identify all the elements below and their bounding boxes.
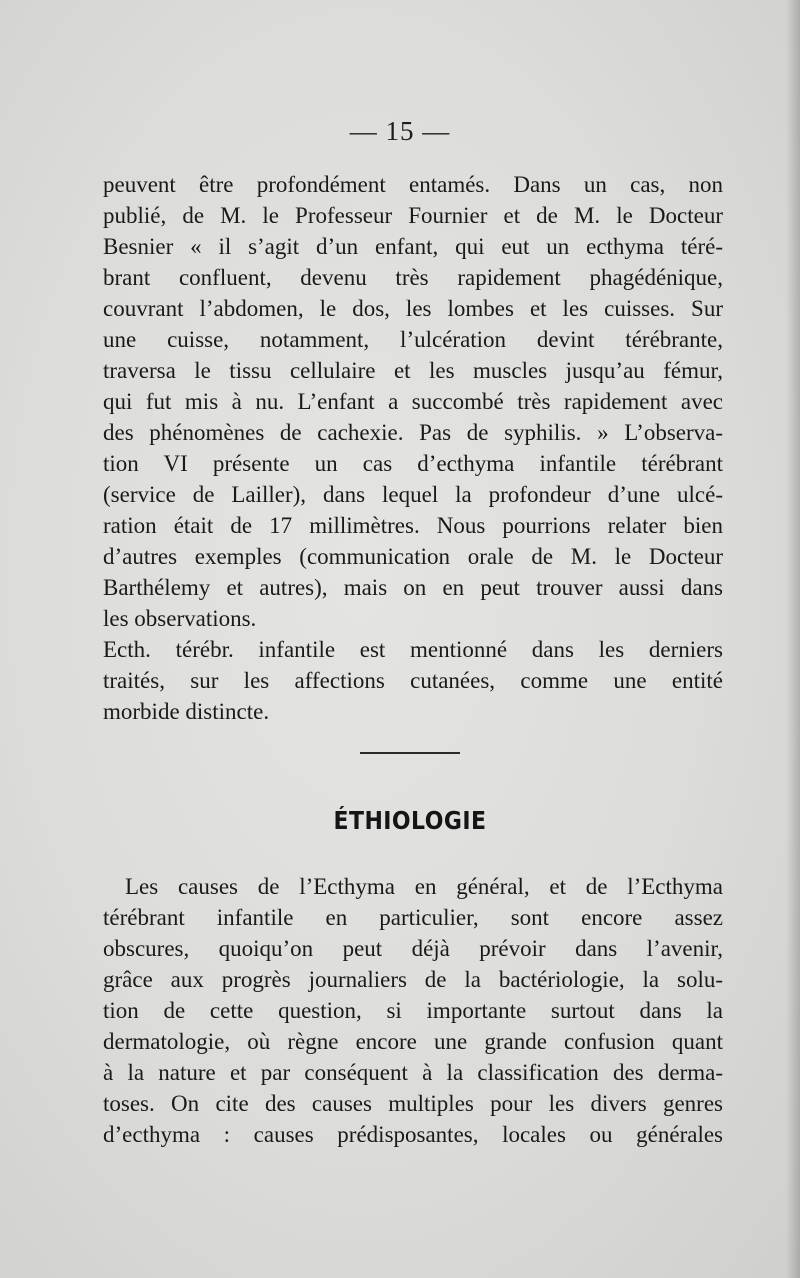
- text-line: traités, sur les affections cutanées, comme une entité: [103, 668, 723, 693]
- text-line: qui fut mis à nu. L’enfant a succombé très rapidement avec: [103, 389, 723, 414]
- text-line: dermatologie, où règne encore une grande confusion quant: [103, 1029, 723, 1054]
- section-divider: [360, 752, 460, 754]
- text-line: les observations.: [103, 606, 257, 631]
- text-line: une cuisse, notamment, l’ulcération devint térébrante,: [103, 327, 723, 352]
- text-line: tion de cette question, si importante surtout dans la: [103, 998, 723, 1023]
- text-line: morbide distincte.: [103, 699, 270, 724]
- text-line: Barthélemy et autres), mais on en peut trouver aussi dans: [103, 575, 723, 600]
- text-line: obscures, quoiqu’on peut déjà prévoir dans l’avenir,: [103, 936, 723, 961]
- text-line: brant confluent, devenu très rapidement phagédénique,: [103, 265, 723, 290]
- text-line: térébrant infantile en particulier, sont encore assez: [103, 905, 723, 930]
- text-line: Ecth. térébr. infantile est mentionné dans les derniers: [103, 637, 723, 662]
- text-line: couvrant l’abdomen, le dos, les lombes et les cuisses. Sur: [103, 296, 723, 321]
- text-line: traversa le tissu cellulaire et les muscles jusqu’au fémur,: [103, 358, 723, 383]
- text-line: à la nature et par conséquent à la classification des derma-: [103, 1060, 723, 1085]
- text-line: d’autres exemples (communication orale de M. le Docteur: [103, 544, 723, 569]
- text-line: des phénomènes de cachexie. Pas de syphilis. » L’observa-: [103, 420, 723, 445]
- text-line: Besnier « il s’agit d’un enfant, qui eut un ecthyma téré-: [103, 234, 723, 259]
- text-line: (service de Lailler), dans lequel la profondeur d’une ulcé-: [103, 482, 723, 507]
- section-heading: ÉTHIOLOGIE: [333, 806, 487, 835]
- text-line: ration était de 17 millimètres. Nous pourrions relater bien: [103, 513, 723, 538]
- text-line: d’ecthyma : causes prédisposantes, locales ou générales: [103, 1122, 723, 1147]
- page-edge-shadow: [786, 0, 800, 1278]
- text-line: toses. On cite des causes multiples pour les divers genres: [103, 1091, 723, 1116]
- page-number: — 15 —: [349, 116, 451, 146]
- text-line: publié, de M. le Professeur Fournier et de M. le Docteur: [103, 203, 723, 228]
- text-line: tion VI présente un cas d’ecthyma infantile térébrant: [103, 451, 723, 476]
- text-line: Les causes de l’Ecthyma en général, et de l’Ecthyma: [125, 874, 723, 899]
- text-line: grâce aux progrès journaliers de la bactériologie, la solu-: [103, 967, 723, 992]
- text-line: peuvent être profondément entamés. Dans un cas, non: [103, 172, 723, 197]
